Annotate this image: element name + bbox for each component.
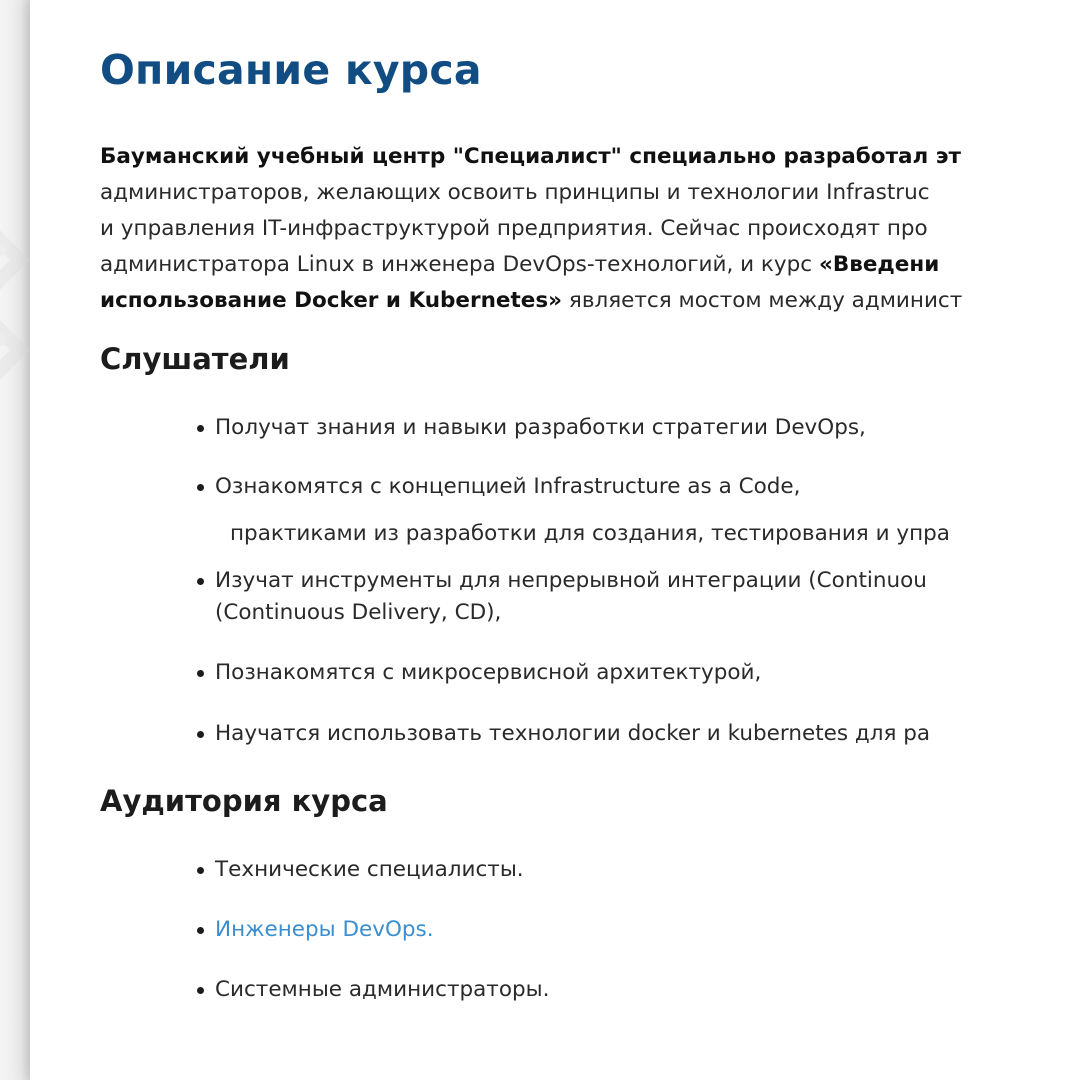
listeners-heading: Слушатели — [100, 342, 290, 376]
intro-course-name-end: использование Docker и Kubernetes» — [100, 288, 563, 313]
audience-heading: Аудитория курса — [100, 784, 388, 818]
intro-line-3: и управления IT-инфраструктурой предприятия. Сейчас происходят про — [100, 216, 928, 241]
bullet-icon — [197, 484, 204, 491]
bullet-icon — [197, 670, 204, 677]
intro-line-2: администраторов, желающих освоить принципы и технологии Infrastruc — [100, 180, 930, 205]
bullet-icon — [197, 987, 204, 994]
list-item — [215, 854, 524, 886]
intro-paragraph — [100, 139, 1080, 319]
intro-line-1: Бауманский учебный центр "Специалист" специально разработал эт — [100, 144, 961, 169]
list-item-link — [215, 914, 434, 946]
list-item-text: Ознакомятся с концепцией Infrastructure as a Code, — [215, 474, 801, 499]
list-item — [215, 974, 549, 1006]
bullet-icon — [197, 731, 204, 738]
list-item-text: Технические специалисты. — [215, 857, 524, 882]
list-item-text: Познакомятся с микросервисной архитектурой, — [215, 660, 762, 685]
list-item — [215, 718, 930, 750]
list-item — [215, 412, 866, 444]
bullet-icon — [197, 867, 204, 874]
list-item-text-line-2: (Continuous Delivery, CD), — [215, 600, 502, 625]
list-item-text: Получат знания и навыки разработки стратегии DevOps, — [215, 415, 866, 440]
intro-line-5: является мостом между админист — [562, 288, 963, 313]
intro-line-4: администратора Linux в инженера DevOps-технологий, и курс — [100, 252, 819, 277]
listeners-continuation-line: практиками из разработки для создания, тестирования и упра — [230, 521, 950, 546]
list-item — [215, 657, 761, 689]
devops-engineers-link[interactable]: Инженеры DevOps. — [215, 917, 434, 942]
list-item-text: Научатся использовать технологии docker и kubernetes для ра — [215, 721, 931, 746]
bullet-icon — [197, 927, 204, 934]
list-item-text: Системные администраторы. — [215, 977, 550, 1002]
bullet-icon — [197, 425, 204, 432]
list-item-text: Изучат инструменты для непрерывной интеграции (Continuou — [215, 568, 927, 593]
page-title: Описание курса — [100, 46, 482, 94]
course-page — [30, 0, 1080, 1080]
list-item — [215, 565, 927, 629]
list-item — [215, 471, 800, 503]
bullet-icon — [197, 578, 204, 585]
intro-course-name-start: «Введени — [818, 252, 940, 277]
left-margin-strip — [0, 0, 30, 1080]
